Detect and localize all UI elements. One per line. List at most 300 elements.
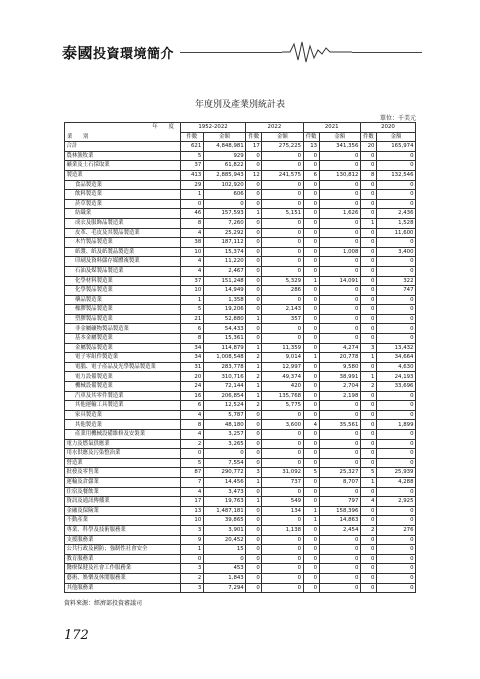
table-row <box>65 535 416 545</box>
amount-cell: 0 <box>262 535 303 545</box>
industry-name: 紡織業 <box>65 209 181 219</box>
case-count-cell: 4 <box>180 228 203 238</box>
amount-cell: 0 <box>376 545 415 555</box>
case-count-cell: 1 <box>246 382 262 392</box>
table-row <box>65 583 416 593</box>
amount-cell: 2,704 <box>319 382 360 392</box>
case-count-cell: 24 <box>180 382 203 392</box>
case-count-cell: 0 <box>360 401 376 411</box>
case-count-cell: 3 <box>180 583 203 593</box>
case-count-cell: 0 <box>303 401 319 411</box>
industry-name: 其他製造業 <box>65 420 181 430</box>
table-row <box>65 324 416 334</box>
case-count-cell: 17 <box>180 497 203 507</box>
amount-cell: 290,772 <box>203 468 245 478</box>
case-count-cell: 0 <box>246 449 262 459</box>
case-count-cell: 0 <box>360 430 376 440</box>
amount-cell: 0 <box>319 324 360 334</box>
amount-cell: 114,879 <box>203 343 245 353</box>
case-count-cell: 1 <box>246 362 262 372</box>
case-count-cell: 0 <box>246 324 262 334</box>
case-count-cell: 0 <box>303 554 319 564</box>
amount-cell: 5,787 <box>203 410 245 420</box>
case-count-cell: 0 <box>246 487 262 497</box>
case-count-cell: 0 <box>360 391 376 401</box>
case-count-cell: 0 <box>303 439 319 449</box>
amount-cell: 9,580 <box>319 362 360 372</box>
industry-name: 藝術、娛樂及休閒服務業 <box>65 573 181 583</box>
industry-name: 醫療保健及社會工作服務業 <box>65 564 181 574</box>
amount-cell: 4,288 <box>376 477 415 487</box>
amount-cell: 7,260 <box>203 218 245 228</box>
amount-cell: 0 <box>262 564 303 574</box>
industry-name: 產業用機械設備維修及安裝業 <box>65 430 181 440</box>
case-count-cell: 0 <box>303 362 319 372</box>
case-count-cell: 34 <box>180 343 203 353</box>
amount-cell: 0 <box>376 305 415 315</box>
case-count-cell: 4 <box>180 487 203 497</box>
case-count-cell: 0 <box>360 257 376 267</box>
amount-cell: 0 <box>319 564 360 574</box>
amount-cell: 0 <box>319 314 360 324</box>
amount-cell: 0 <box>262 238 303 248</box>
amount-cell: 4,274 <box>319 343 360 353</box>
year-header: 2022 <box>246 123 303 133</box>
amount-cell: 0 <box>262 573 303 583</box>
amount-cell: 0 <box>203 199 245 209</box>
case-count-cell: 0 <box>360 458 376 468</box>
industry-name: 機械設備製造業 <box>65 382 181 392</box>
amount-cell: 1,626 <box>319 209 360 219</box>
amount-cell: 24,193 <box>376 372 415 382</box>
industry-name: 資訊及通訊傳播業 <box>65 497 181 507</box>
case-count-cell: 0 <box>360 487 376 497</box>
industry-name: 其他服務業 <box>65 583 181 593</box>
page-header <box>62 40 422 64</box>
case-count-cell: 4 <box>303 420 319 430</box>
amount-cell: 38,991 <box>319 372 360 382</box>
case-count-cell: 3 <box>360 343 376 353</box>
table-row <box>65 190 416 200</box>
sub-header: 件數 <box>360 132 376 142</box>
amount-cell: 132,546 <box>376 170 415 180</box>
page-number: 172 <box>64 628 89 643</box>
amount-cell: 1,487,181 <box>203 506 245 516</box>
amount-cell: 9,014 <box>262 353 303 363</box>
table-row <box>65 170 416 180</box>
table-row <box>65 573 416 583</box>
case-count-cell: 2 <box>246 372 262 382</box>
amount-cell: 165,974 <box>376 142 415 152</box>
amount-cell: 453 <box>203 564 245 574</box>
table-row <box>65 477 416 487</box>
industry-name: 批發及零售業 <box>65 468 181 478</box>
amount-cell: 39,865 <box>203 516 245 526</box>
table-row <box>65 410 416 420</box>
amount-cell: 11,359 <box>262 343 303 353</box>
case-count-cell: 0 <box>360 228 376 238</box>
year-header: 2020 <box>360 123 415 133</box>
amount-cell: 151,248 <box>203 276 245 286</box>
case-count-cell: 0 <box>303 218 319 228</box>
case-count-cell: 0 <box>360 573 376 583</box>
case-count-cell: 0 <box>246 228 262 238</box>
amount-cell: 7,294 <box>203 583 245 593</box>
case-count-cell: 0 <box>246 506 262 516</box>
case-count-cell: 0 <box>246 458 262 468</box>
table-row <box>65 564 416 574</box>
amount-cell: 1,008,548 <box>203 353 245 363</box>
amount-cell: 747 <box>376 286 415 296</box>
amount-cell: 52,880 <box>203 314 245 324</box>
amount-cell: 2,885,943 <box>203 170 245 180</box>
case-count-cell: 0 <box>303 180 319 190</box>
amount-cell: 3,600 <box>262 420 303 430</box>
amount-cell: 0 <box>376 458 415 468</box>
amount-cell: 0 <box>319 583 360 593</box>
table-row <box>65 257 416 267</box>
case-count-cell: 0 <box>303 151 319 161</box>
table-row <box>65 362 416 372</box>
amount-cell: 0 <box>262 257 303 267</box>
case-count-cell: 0 <box>246 420 262 430</box>
case-count-cell: 4 <box>360 497 376 507</box>
case-count-cell: 0 <box>246 583 262 593</box>
amount-cell: 341,356 <box>319 142 360 152</box>
sub-header: 金額 <box>203 132 245 142</box>
case-count-cell: 1 <box>360 372 376 382</box>
table-row <box>65 343 416 353</box>
case-count-cell: 29 <box>180 180 203 190</box>
case-count-cell: 0 <box>303 228 319 238</box>
industry-name: 公共行政及國防；強制性社會安全 <box>65 545 181 555</box>
sub-header: 件數 <box>180 132 203 142</box>
case-count-cell: 0 <box>360 334 376 344</box>
case-count-cell: 0 <box>246 247 262 257</box>
amount-cell: 0 <box>319 190 360 200</box>
amount-cell: 14,456 <box>203 477 245 487</box>
case-count-cell: 0 <box>246 430 262 440</box>
case-count-cell: 0 <box>246 535 262 545</box>
case-count-cell: 10 <box>180 247 203 257</box>
amount-cell: 12,524 <box>203 401 245 411</box>
industry-name: 非金屬礦物製品製造業 <box>65 324 181 334</box>
case-count-cell: 1 <box>246 477 262 487</box>
amount-cell: 1,899 <box>376 420 415 430</box>
case-count-cell: 413 <box>180 170 203 180</box>
industry-name: 教育服務業 <box>65 554 181 564</box>
case-count-cell: 37 <box>180 161 203 171</box>
amount-cell: 549 <box>262 497 303 507</box>
amount-cell: 0 <box>262 516 303 526</box>
case-count-cell: 0 <box>246 305 262 315</box>
amount-cell: 0 <box>376 449 415 459</box>
amount-cell: 0 <box>376 401 415 411</box>
table-row <box>65 276 416 286</box>
case-count-cell: 4 <box>180 257 203 267</box>
case-count-cell: 0 <box>303 583 319 593</box>
amount-cell: 0 <box>262 458 303 468</box>
case-count-cell: 0 <box>303 487 319 497</box>
industry-name: 化學材料製造業 <box>65 276 181 286</box>
case-count-cell: 8 <box>180 218 203 228</box>
amount-cell: 929 <box>203 151 245 161</box>
case-count-cell: 0 <box>303 334 319 344</box>
case-count-cell: 1 <box>303 506 319 516</box>
case-count-cell: 4 <box>180 410 203 420</box>
sub-header: 金額 <box>376 132 415 142</box>
case-count-cell: 0 <box>303 314 319 324</box>
amount-cell: 0 <box>376 410 415 420</box>
amount-cell: 5,775 <box>262 401 303 411</box>
industry-statistics-table <box>64 122 416 593</box>
case-count-cell: 0 <box>303 257 319 267</box>
case-count-cell: 0 <box>303 564 319 574</box>
amount-cell: 0 <box>376 564 415 574</box>
amount-cell: 0 <box>262 180 303 190</box>
case-count-cell: 0 <box>303 247 319 257</box>
amount-cell: 0 <box>319 410 360 420</box>
case-count-cell: 3 <box>180 525 203 535</box>
amount-cell: 0 <box>376 506 415 516</box>
amount-cell: 0 <box>319 573 360 583</box>
case-count-cell: 5 <box>180 151 203 161</box>
amount-cell: 0 <box>376 190 415 200</box>
amount-cell: 286 <box>262 286 303 296</box>
case-count-cell: 0 <box>303 305 319 315</box>
heartbeat-wave-icon <box>282 40 352 64</box>
industry-name: 運輸及倉儲業 <box>65 477 181 487</box>
case-count-cell: 0 <box>246 554 262 564</box>
amount-cell: 276 <box>376 525 415 535</box>
case-count-cell: 0 <box>246 151 262 161</box>
amount-cell: 606 <box>203 190 245 200</box>
industry-name: 製造業 <box>65 170 181 180</box>
case-count-cell: 1 <box>360 218 376 228</box>
case-count-cell: 0 <box>360 305 376 315</box>
amount-cell: 0 <box>262 199 303 209</box>
amount-cell: 0 <box>262 449 303 459</box>
case-count-cell: 0 <box>246 516 262 526</box>
amount-cell: 0 <box>376 439 415 449</box>
amount-cell: 2,454 <box>319 525 360 535</box>
amount-cell: 0 <box>262 324 303 334</box>
amount-cell: 0 <box>203 554 245 564</box>
table-row <box>65 372 416 382</box>
case-count-cell: 1 <box>360 353 376 363</box>
table-row <box>65 525 416 535</box>
amount-cell: 33,696 <box>376 382 415 392</box>
amount-cell: 187,112 <box>203 238 245 248</box>
amount-cell: 0 <box>376 430 415 440</box>
industry-name: 農林漁牧業 <box>65 151 181 161</box>
case-count-cell: 10 <box>180 516 203 526</box>
case-count-cell: 621 <box>180 142 203 152</box>
amount-cell: 35,561 <box>319 420 360 430</box>
industry-name: 支援服務業 <box>65 535 181 545</box>
amount-cell: 0 <box>319 305 360 315</box>
amount-cell: 0 <box>376 161 415 171</box>
case-count-cell: 1 <box>180 545 203 555</box>
case-count-cell: 8 <box>180 420 203 430</box>
amount-cell: 0 <box>319 401 360 411</box>
industry-name: 塑膠製品製造業 <box>65 314 181 324</box>
amount-cell: 3,400 <box>376 247 415 257</box>
case-count-cell: 0 <box>360 449 376 459</box>
amount-cell: 0 <box>262 228 303 238</box>
amount-cell: 0 <box>319 554 360 564</box>
amount-cell: 15,374 <box>203 247 245 257</box>
table-body <box>65 142 416 593</box>
case-count-cell: 0 <box>303 430 319 440</box>
amount-cell: 737 <box>262 477 303 487</box>
industry-name: 營造業 <box>65 458 181 468</box>
table-row <box>65 161 416 171</box>
table-row <box>65 468 416 478</box>
amount-cell: 14,949 <box>203 286 245 296</box>
case-count-cell: 16 <box>180 391 203 401</box>
case-count-cell: 0 <box>303 449 319 459</box>
amount-cell: 0 <box>262 487 303 497</box>
case-count-cell: 0 <box>303 525 319 535</box>
case-count-cell: 2 <box>180 439 203 449</box>
amount-cell: 19,763 <box>203 497 245 507</box>
case-count-cell: 0 <box>246 573 262 583</box>
industry-name: 藥品製造業 <box>65 295 181 305</box>
case-count-cell: 0 <box>303 382 319 392</box>
amount-cell: 0 <box>262 295 303 305</box>
case-count-cell: 0 <box>246 564 262 574</box>
corner-industry-label: 業 別 <box>67 133 89 140</box>
case-count-cell: 87 <box>180 468 203 478</box>
case-count-cell: 17 <box>246 142 262 152</box>
amount-cell: 13,432 <box>376 343 415 353</box>
industry-name: 電力及燃氣供應業 <box>65 439 181 449</box>
amount-cell: 14,863 <box>319 516 360 526</box>
case-count-cell: 20 <box>180 372 203 382</box>
case-count-cell: 0 <box>303 477 319 487</box>
year-header: 1952-2022 <box>180 123 245 133</box>
amount-cell: 0 <box>319 430 360 440</box>
case-count-cell: 0 <box>360 545 376 555</box>
case-count-cell: 0 <box>303 190 319 200</box>
industry-name: 金融及保險業 <box>65 506 181 516</box>
case-count-cell: 0 <box>360 295 376 305</box>
case-count-cell: 0 <box>303 238 319 248</box>
table-row <box>65 305 416 315</box>
amount-cell: 0 <box>319 295 360 305</box>
case-count-cell: 0 <box>303 209 319 219</box>
industry-name: 木竹製品製造業 <box>65 238 181 248</box>
amount-cell: 0 <box>376 324 415 334</box>
amount-cell: 0 <box>376 257 415 267</box>
case-count-cell: 0 <box>303 573 319 583</box>
amount-cell: 206,854 <box>203 391 245 401</box>
case-count-cell: 1 <box>180 190 203 200</box>
amount-cell: 2,467 <box>203 266 245 276</box>
amount-cell: 0 <box>376 238 415 248</box>
case-count-cell: 0 <box>360 286 376 296</box>
table-row <box>65 420 416 430</box>
case-count-cell: 0 <box>180 449 203 459</box>
table-row <box>65 180 416 190</box>
case-count-cell: 0 <box>360 190 376 200</box>
table-row <box>65 516 416 526</box>
case-count-cell: 0 <box>360 151 376 161</box>
case-count-cell: 46 <box>180 209 203 219</box>
source-note: 資料來源：經濟部投資審議司 <box>64 600 143 607</box>
case-count-cell: 0 <box>246 190 262 200</box>
amount-cell: 0 <box>376 554 415 564</box>
case-count-cell: 0 <box>360 554 376 564</box>
case-count-cell: 2 <box>246 401 262 411</box>
case-count-cell: 6 <box>180 401 203 411</box>
publication-brand <box>62 42 174 63</box>
table-row <box>65 334 416 344</box>
table-row <box>65 151 416 161</box>
amount-cell: 0 <box>262 334 303 344</box>
case-count-cell: 3 <box>180 564 203 574</box>
case-count-cell: 0 <box>303 295 319 305</box>
case-count-cell: 0 <box>246 218 262 228</box>
year-header-row <box>65 123 416 133</box>
case-count-cell: 0 <box>360 564 376 574</box>
industry-name: 合計 <box>65 142 181 152</box>
amount-cell: 61,822 <box>203 161 245 171</box>
industry-name: 皮革、毛皮及其製品製造業 <box>65 228 181 238</box>
industry-name: 印刷及資料儲存媒體複製業 <box>65 257 181 267</box>
amount-cell: 157,593 <box>203 209 245 219</box>
case-count-cell: 1 <box>303 353 319 363</box>
amount-cell: 0 <box>319 535 360 545</box>
case-count-cell: 0 <box>360 535 376 545</box>
case-count-cell: 1 <box>180 295 203 305</box>
amount-cell: 49,374 <box>262 372 303 382</box>
case-count-cell: 0 <box>303 324 319 334</box>
amount-cell: 134 <box>262 506 303 516</box>
case-count-cell: 0 <box>360 362 376 372</box>
case-count-cell: 0 <box>303 535 319 545</box>
amount-cell: 2,198 <box>319 391 360 401</box>
case-count-cell: 0 <box>246 266 262 276</box>
case-count-cell: 0 <box>303 161 319 171</box>
amount-cell: 0 <box>319 238 360 248</box>
case-count-cell: 1 <box>303 516 319 526</box>
case-count-cell: 0 <box>246 525 262 535</box>
case-count-cell: 0 <box>360 516 376 526</box>
amount-cell: 0 <box>376 314 415 324</box>
case-count-cell: 5 <box>360 468 376 478</box>
amount-cell: 0 <box>262 247 303 257</box>
table-row <box>65 439 416 449</box>
amount-cell: 130,812 <box>319 170 360 180</box>
amount-cell: 0 <box>376 487 415 497</box>
case-count-cell: 21 <box>180 314 203 324</box>
industry-name: 用水供應及污染整治業 <box>65 449 181 459</box>
amount-cell: 2,436 <box>376 209 415 219</box>
amount-cell: 72,144 <box>203 382 245 392</box>
amount-cell: 3,901 <box>203 525 245 535</box>
amount-cell: 102,920 <box>203 180 245 190</box>
case-count-cell: 4 <box>180 430 203 440</box>
case-count-cell: 6 <box>303 170 319 180</box>
case-count-cell: 0 <box>246 276 262 286</box>
case-count-cell: 0 <box>246 334 262 344</box>
industry-name: 其他運輸工具製造業 <box>65 401 181 411</box>
amount-cell: 0 <box>319 228 360 238</box>
table-row <box>65 458 416 468</box>
industry-name: 礦業及土石採取業 <box>65 161 181 171</box>
